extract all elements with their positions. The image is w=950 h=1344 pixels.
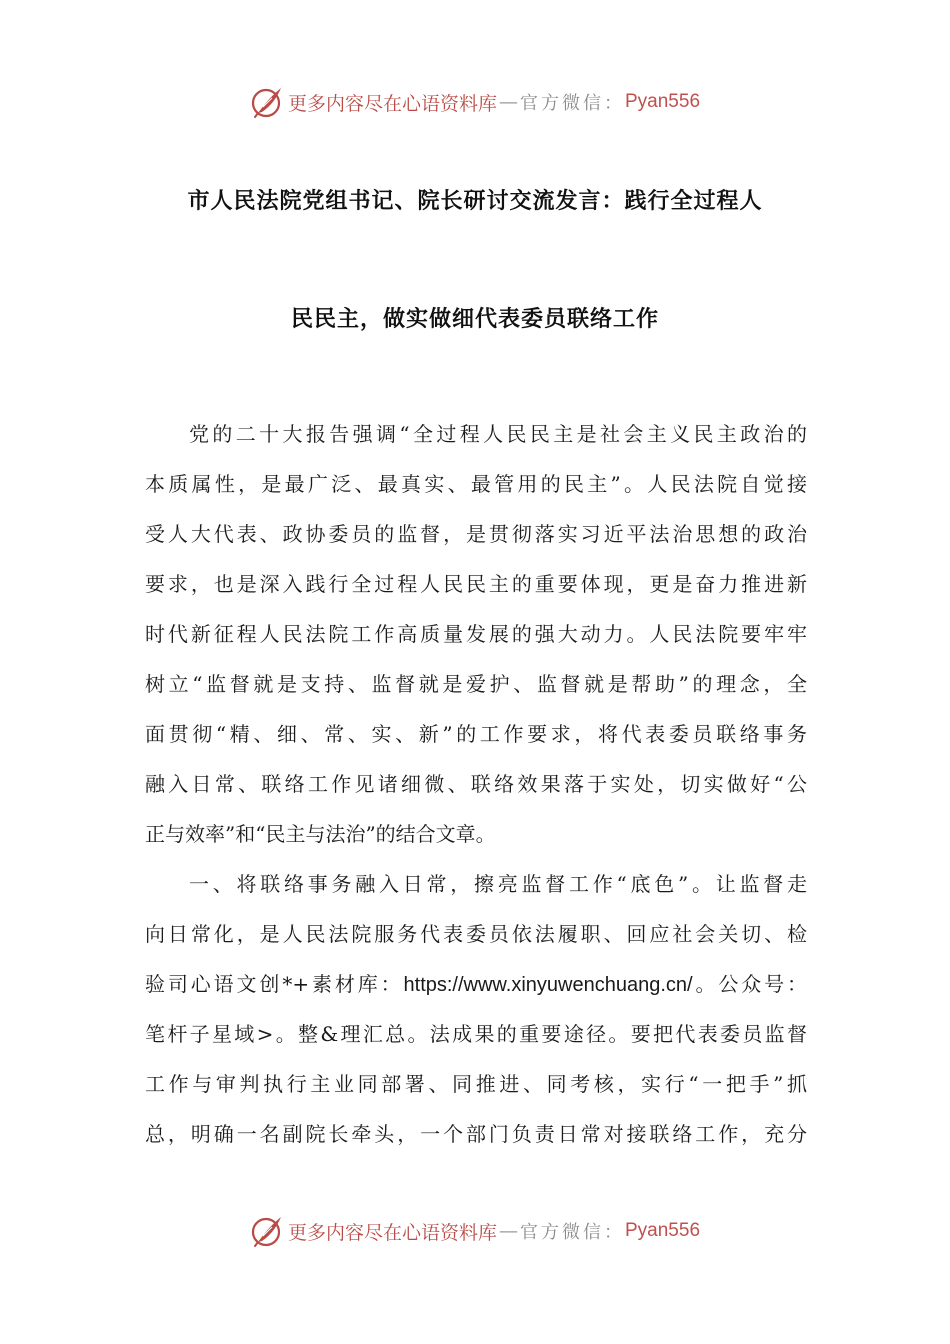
body-line-with-link [145, 966, 807, 1016]
body-line: 党的二十大报告强调“全过程人民民主是社会主义民主政治的 [189, 422, 807, 446]
banner-wechat-id: Pyan556 [625, 91, 701, 112]
document-body [145, 416, 807, 1166]
header-banner [0, 82, 950, 122]
banner-official-label: 官方微信： [520, 93, 625, 114]
body-line: 一、将联络事务融入日常，擦亮监督工作“底色”。让监督走 [189, 872, 807, 896]
body-line: 笔杆子星域>。整&理汇总。法成果的重要途径。要把代表委员监督 [145, 1022, 807, 1046]
banner-brand-text: 更多内容尽在心语资料库 [287, 1221, 497, 1244]
banner-dash: — [499, 1220, 518, 1242]
body-line-text: 验司心语文创*+素材库： [145, 972, 404, 996]
body-line: 正与效率”和“民主与法治”的结合文章。 [145, 822, 496, 846]
document-title-line-1: 市人民法院党组书记、院长研讨交流发言：践行全过程人 [187, 189, 763, 214]
body-line: 总，明确一名副院长牵头，一个部门负责日常对接联络工作，充分 [145, 1122, 807, 1146]
banner-brand-text: 更多内容尽在心语资料库 [287, 92, 497, 115]
quill-pen-logo-icon [250, 1214, 284, 1248]
body-line: 向日常化，是人民法院服务代表委员依法履职、回应社会关切、检 [145, 922, 807, 946]
body-line: 时代新征程人民法院工作高质量发展的强大动力。人民法院要牢牢 [145, 622, 807, 646]
body-line: 融入日常、联络工作见诸细微、联络效果落于实处，切实做好“公 [145, 772, 807, 796]
footer-banner [0, 1211, 950, 1251]
source-url-link[interactable]: https://www.xinyuwenchuang.cn/ [403, 974, 693, 996]
body-line: 要求，也是深入践行全过程人民民主的重要体现，更是奋力推进新 [145, 572, 807, 596]
body-line: 工作与审判执行主业同部署、同推进、同考核，实行“一把手”抓 [145, 1072, 807, 1096]
body-line: 本质属性，是最广泛、最真实、最管用的民主”。人民法院自觉接 [145, 472, 807, 496]
quill-pen-logo-icon [250, 85, 284, 119]
banner-official-label: 官方微信： [520, 1222, 625, 1243]
body-line: 面贯彻“精、细、常、实、新”的工作要求，将代表委员联络事务 [145, 722, 807, 746]
body-line-text: 。公众号： [692, 972, 807, 996]
banner-wechat-id: Pyan556 [625, 1220, 701, 1241]
body-line: 树立“监督就是支持、监督就是爱护、监督就是帮助”的理念，全 [145, 672, 807, 696]
document-title-line-2: 民民主，做实做细代表委员联络工作 [290, 307, 659, 332]
body-line: 受人大代表、政协委员的监督，是贯彻落实习近平法治思想的政治 [145, 522, 807, 546]
banner-dash: — [499, 91, 518, 113]
